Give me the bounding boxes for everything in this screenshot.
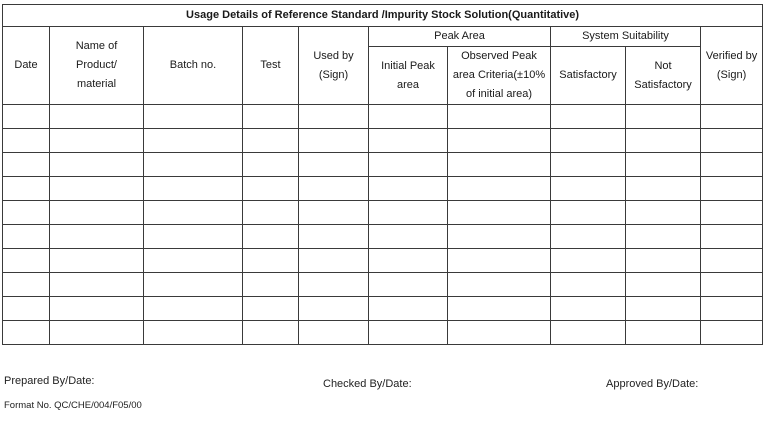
table-cell[interactable] [551, 201, 626, 225]
table-cell[interactable] [626, 297, 701, 321]
table-cell[interactable] [701, 129, 763, 153]
table-cell[interactable] [144, 177, 243, 201]
col-product-name: Name of Product/ material [50, 27, 144, 105]
col-date: Date [3, 27, 50, 105]
table-cell[interactable] [369, 105, 448, 129]
table-cell[interactable] [448, 105, 551, 129]
table-cell[interactable] [3, 321, 50, 345]
table-cell[interactable] [448, 177, 551, 201]
table-cell[interactable] [551, 153, 626, 177]
table-cell[interactable] [243, 249, 299, 273]
table-row [3, 321, 763, 345]
table-cell[interactable] [448, 225, 551, 249]
table-cell[interactable] [243, 153, 299, 177]
table-cell[interactable] [3, 105, 50, 129]
table-cell[interactable] [50, 129, 144, 153]
table-cell[interactable] [243, 105, 299, 129]
table-cell[interactable] [243, 129, 299, 153]
table-cell[interactable] [626, 153, 701, 177]
table-cell[interactable] [299, 201, 369, 225]
checked-by-label: Checked By/Date: [323, 378, 412, 390]
table-cell[interactable] [369, 225, 448, 249]
table-cell[interactable] [243, 273, 299, 297]
table-row [3, 105, 763, 129]
table-cell[interactable] [551, 177, 626, 201]
table-cell[interactable] [626, 177, 701, 201]
table-cell[interactable] [448, 201, 551, 225]
table-cell[interactable] [144, 225, 243, 249]
col-initial-peak-area: Initial Peak area [369, 47, 448, 105]
table-cell[interactable] [626, 321, 701, 345]
table-cell[interactable] [299, 105, 369, 129]
table-row [3, 297, 763, 321]
table-row [3, 225, 763, 249]
col-used-by: Used by (Sign) [299, 27, 369, 105]
table-cell[interactable] [3, 129, 50, 153]
table-cell[interactable] [551, 321, 626, 345]
table-cell[interactable] [50, 273, 144, 297]
table-cell[interactable] [50, 153, 144, 177]
table-row [3, 177, 763, 201]
table-cell[interactable] [144, 321, 243, 345]
table-cell[interactable] [144, 105, 243, 129]
table-cell[interactable] [626, 105, 701, 129]
table-cell[interactable] [369, 321, 448, 345]
table-cell[interactable] [626, 249, 701, 273]
table-cell[interactable] [369, 153, 448, 177]
table-cell[interactable] [144, 201, 243, 225]
table-cell[interactable] [243, 201, 299, 225]
table-cell[interactable] [701, 225, 763, 249]
table-cell[interactable] [299, 273, 369, 297]
table-cell[interactable] [701, 177, 763, 201]
table-cell[interactable] [448, 273, 551, 297]
col-satisfactory: Satisfactory [551, 47, 626, 105]
table-cell[interactable] [701, 273, 763, 297]
table-cell[interactable] [551, 129, 626, 153]
table-cell[interactable] [369, 201, 448, 225]
table-row [3, 153, 763, 177]
usage-table [2, 4, 763, 345]
table-cell[interactable] [448, 129, 551, 153]
table-cell[interactable] [626, 201, 701, 225]
table-cell[interactable] [50, 297, 144, 321]
table-cell[interactable] [551, 105, 626, 129]
table-cell[interactable] [299, 321, 369, 345]
table-cell[interactable] [299, 153, 369, 177]
form-title: Usage Details of Reference Standard /Impurity Stock Solution(Quantitative) [3, 5, 763, 27]
table-cell[interactable] [144, 153, 243, 177]
table-cell[interactable] [144, 273, 243, 297]
table-cell[interactable] [50, 225, 144, 249]
table-cell[interactable] [369, 177, 448, 201]
table-cell[interactable] [701, 321, 763, 345]
col-group-system-suitability: System Suitability [551, 27, 701, 47]
table-cell[interactable] [3, 249, 50, 273]
table-cell[interactable] [50, 105, 144, 129]
table-cell[interactable] [626, 273, 701, 297]
table-cell[interactable] [701, 201, 763, 225]
col-verified-by: Verified by (Sign) [701, 27, 763, 105]
table-cell[interactable] [551, 273, 626, 297]
table-cell[interactable] [448, 321, 551, 345]
table-cell[interactable] [701, 105, 763, 129]
col-group-peak-area: Peak Area [369, 27, 551, 47]
table-cell[interactable] [369, 297, 448, 321]
col-observed-peak-area: Observed Peak area Criteria(±10% of initial area) [448, 47, 551, 105]
table-cell[interactable] [701, 249, 763, 273]
table-cell[interactable] [50, 321, 144, 345]
table-row [3, 129, 763, 153]
table-cell[interactable] [3, 273, 50, 297]
col-test: Test [243, 27, 299, 105]
table-cell[interactable] [243, 177, 299, 201]
table-cell[interactable] [243, 321, 299, 345]
table-row [3, 249, 763, 273]
table-cell[interactable] [448, 249, 551, 273]
table-cell[interactable] [299, 297, 369, 321]
table-cell[interactable] [144, 129, 243, 153]
table-body [3, 105, 763, 345]
table-cell[interactable] [626, 129, 701, 153]
format-number: Format No. QC/CHE/004/F05/00 [4, 400, 142, 411]
prepared-by-label: Prepared By/Date: [4, 375, 95, 387]
table-cell[interactable] [144, 249, 243, 273]
col-not-satisfactory: Not Satisfactory [626, 47, 701, 105]
table-cell[interactable] [243, 225, 299, 249]
table-cell[interactable] [3, 297, 50, 321]
table-cell[interactable] [299, 129, 369, 153]
table-cell[interactable] [369, 129, 448, 153]
table-cell[interactable] [3, 177, 50, 201]
table-cell[interactable] [369, 249, 448, 273]
table-cell[interactable] [243, 297, 299, 321]
table-cell[interactable] [448, 297, 551, 321]
usage-details-form [2, 4, 762, 345]
table-cell[interactable] [50, 249, 144, 273]
table-cell[interactable] [701, 297, 763, 321]
table-cell[interactable] [551, 225, 626, 249]
col-batch-no: Batch no. [144, 27, 243, 105]
table-cell[interactable] [299, 225, 369, 249]
table-row [3, 273, 763, 297]
table-cell[interactable] [50, 177, 144, 201]
table-cell[interactable] [299, 177, 369, 201]
table-cell[interactable] [551, 249, 626, 273]
table-cell[interactable] [626, 225, 701, 249]
table-row [3, 201, 763, 225]
table-cell[interactable] [369, 273, 448, 297]
table-cell[interactable] [299, 249, 369, 273]
table-cell[interactable] [3, 153, 50, 177]
table-cell[interactable] [50, 201, 144, 225]
table-cell[interactable] [551, 297, 626, 321]
approved-by-label: Approved By/Date: [606, 378, 699, 390]
table-cell[interactable] [701, 153, 763, 177]
table-cell[interactable] [3, 225, 50, 249]
table-cell[interactable] [448, 153, 551, 177]
table-cell[interactable] [3, 201, 50, 225]
table-cell[interactable] [144, 297, 243, 321]
